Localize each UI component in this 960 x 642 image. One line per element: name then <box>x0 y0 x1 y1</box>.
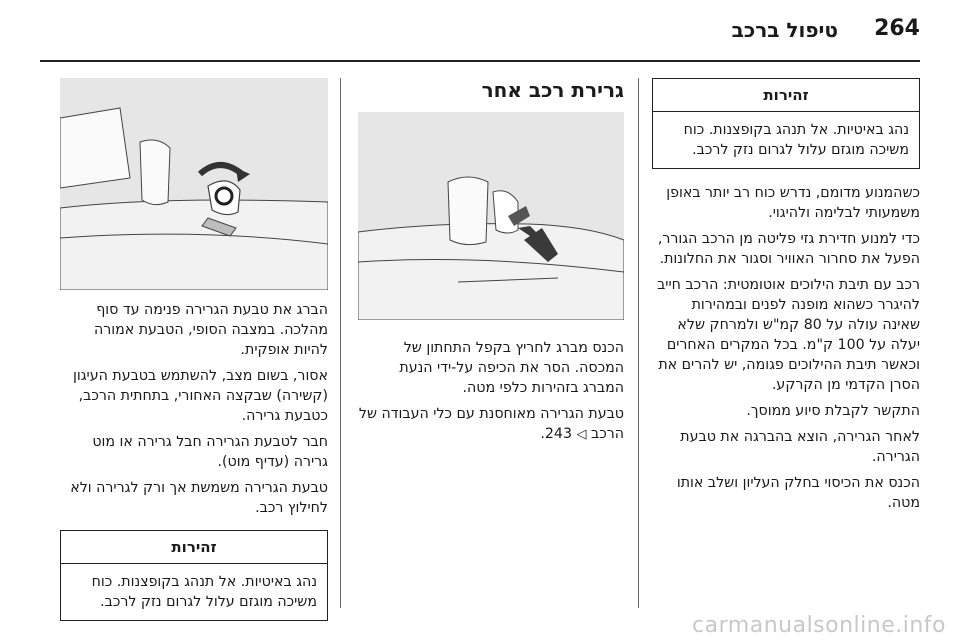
paragraph: הברג את טבעת הגרירה פנימה עד סוף מהלכה. במצבה הסופי, הטבעת אמורה להיות אופקית. <box>93 302 328 358</box>
right-column <box>652 78 920 519</box>
paragraph: הכנס מברג לחריץ בקפל התחתון של המכסה. הסר את הכיפה על-ידי הנעת המברג בזהירות כלפי מטה. <box>399 340 624 396</box>
paragraph: טבעת הגרירה משמשת אך ורק לגרירה ולא לחילוץ רכב. <box>70 480 328 516</box>
column-divider-right <box>638 78 639 608</box>
page-reference-icon: ◁ <box>576 427 587 442</box>
paragraph: כדי למנוע חדירת גזי פליטה מן הרכב הגורר, הפעל את סחרור האוויר וסגור את החלונות. <box>657 231 920 267</box>
paragraph: הכנס את הכיסוי בחלק העליון ושלב אותו מטה. <box>676 475 920 511</box>
paragraph: לאחר הגרירה, הוצא בהברגה את טבעת הגרירה. <box>680 429 920 465</box>
chapter-title: טיפול ברכב <box>731 18 838 42</box>
page-reference: 243 <box>544 426 572 442</box>
paragraph: חבר לטבעת הגרירה חבל גרירה או מוט גרירה (עדיף מוט). <box>92 434 328 470</box>
page-header <box>40 12 920 58</box>
warning-box <box>60 530 328 621</box>
paragraph-text: טבעת הגרירה מאוחסנת עם כלי העבודה של הרכב <box>358 406 624 442</box>
warning-box <box>652 78 920 169</box>
section-title: גרירת רכב אחר <box>481 78 624 102</box>
column-divider-left <box>340 78 341 608</box>
paragraph: התקשר לקבלת סיוע ממוסך. <box>746 403 920 419</box>
warning-text: נהג באיטיות. אל תנהג בקופצנות. כוח משיכה מוגזם עלול לגרום נזק לרכב. <box>683 122 909 158</box>
page-number: 264 <box>874 16 920 41</box>
warning-text: נהג באיטיות. אל תנהג בקופצנות. כוח משיכה מוגזם עלול לגרום נזק לרכב. <box>91 574 317 610</box>
paragraph: אסור, בשום מצב, להשתמש בטבעת העיגון (קשירה) שבקצה האחורי, בתחתית הרכב, כטבעת גרירה. <box>72 368 328 424</box>
paragraph: רכב עם תיבת הילוכים אוטומטית: הרכב חייב להיגרר כשהוא מופנה לפנים ובמהירות שאינה עולה על 80 קמ"ש ולמרחק שלא יעלה על 100 ק"מ. בכל המקרים האחרים וכאשר תיבת ההילוכים פגומה, יש להרים את הסרן הקדמי מן הקרקע. <box>657 277 920 393</box>
watermark: carmanualsonline.info <box>692 613 946 638</box>
illustration-tow-ring <box>60 78 328 290</box>
middle-column <box>358 78 624 112</box>
illustration-cover-removal <box>358 112 624 320</box>
header-divider <box>40 60 920 62</box>
warning-title: זהירות <box>61 531 327 564</box>
paragraph: טבעת הגרירה מאוחסנת עם כלי העבודה של הרכב ◁ 243. <box>358 406 624 442</box>
left-column <box>60 300 328 621</box>
warning-title: זהירות <box>653 79 919 112</box>
paragraph: כשהמנוע מדומם, נדרש כוח רב יותר באופן משמעותי לבלימה ולהיגוי. <box>666 185 920 221</box>
middle-column-text <box>358 338 624 451</box>
